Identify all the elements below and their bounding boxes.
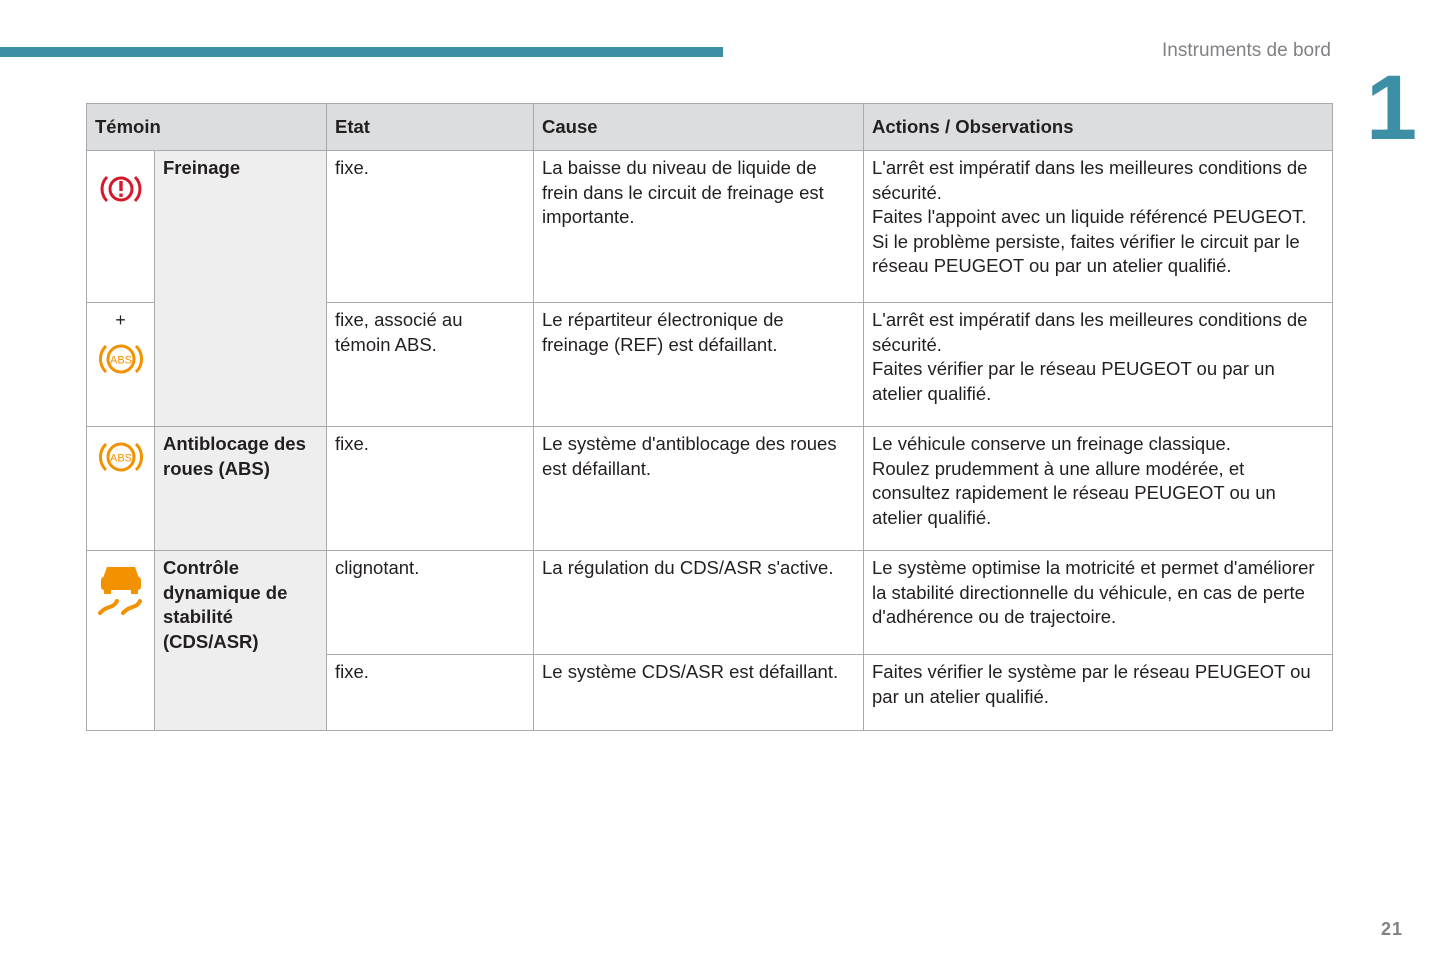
actions-cell: Faites vérifier le système par le réseau PEUGEOT ou par un atelier qualifié. xyxy=(864,655,1333,731)
label-abs: Antiblocage des roues (ABS) xyxy=(155,427,327,551)
plus-sign: + xyxy=(115,310,126,330)
icon-cell xyxy=(87,427,155,551)
cause-cell: Le répartiteur électronique de freinage (REF) est défaillant. xyxy=(534,303,864,427)
etat-cell: fixe. xyxy=(327,427,534,551)
table-row xyxy=(87,427,1333,551)
label-cds-asr: Contrôle dynamique de stabilité (CDS/ASR) xyxy=(155,551,327,731)
icon-cell xyxy=(87,151,155,303)
stability-control-icon xyxy=(95,563,147,619)
section-title: Instruments de bord xyxy=(1162,40,1331,61)
table-row xyxy=(87,151,1333,303)
cause-cell: La baisse du niveau de liquide de frein dans le circuit de freinage est importante. xyxy=(534,151,864,303)
chapter-number: 1 xyxy=(1366,57,1418,159)
actions-cell: L'arrêt est impératif dans les meilleures conditions de sécurité. Faites vérifier par le réseau PEUGEOT ou par un atelier qualifié. xyxy=(864,303,1333,427)
header-cause: Cause xyxy=(534,104,864,151)
cause-cell: Le système CDS/ASR est défaillant. xyxy=(534,655,864,731)
icon-cell xyxy=(87,551,155,731)
icon-cell xyxy=(87,303,155,427)
actions-cell: Le véhicule conserve un freinage classique. Roulez prudemment à une allure modérée, et consultez rapidement le réseau PEUGEOT ou un atelier qualifié. xyxy=(864,427,1333,551)
etat-cell: clignotant. xyxy=(327,551,534,655)
table-row xyxy=(87,551,1333,655)
actions-cell: Le système optimise la motricité et permet d'améliorer la stabilité directionnelle du véhicule, en cas de perte d'adhérence ou de trajectoire. xyxy=(864,551,1333,655)
header-actions: Actions / Observations xyxy=(864,104,1333,151)
header-etat: Etat xyxy=(327,104,534,151)
brake-warning-icon xyxy=(99,169,143,209)
cause-cell: Le système d'antiblocage des roues est défaillant. xyxy=(534,427,864,551)
etat-cell: fixe. xyxy=(327,655,534,731)
actions-cell: L'arrêt est impératif dans les meilleures conditions de sécurité. Faites l'appoint avec un liquide référencé PEUGEOT. Si le problème persiste, faites vérifier le circuit par le réseau PEUGEOT ou par un atelier qualifié. xyxy=(864,151,1333,303)
header-temoin: Témoin xyxy=(87,104,327,151)
etat-cell: fixe. xyxy=(327,151,534,303)
label-freinage: Freinage xyxy=(155,151,327,427)
abs-text: ABS xyxy=(109,354,132,366)
table-header-row xyxy=(87,104,1333,151)
header-accent-bar xyxy=(0,47,723,57)
abs-icon xyxy=(97,339,145,379)
abs-text: ABS xyxy=(109,452,132,465)
cause-cell: La régulation du CDS/ASR s'active. xyxy=(534,551,864,655)
etat-cell: fixe, associé au témoin ABS. xyxy=(327,303,534,427)
page-number: 21 xyxy=(1381,919,1404,939)
abs-icon xyxy=(97,437,145,477)
warning-lights-table xyxy=(86,103,1333,731)
